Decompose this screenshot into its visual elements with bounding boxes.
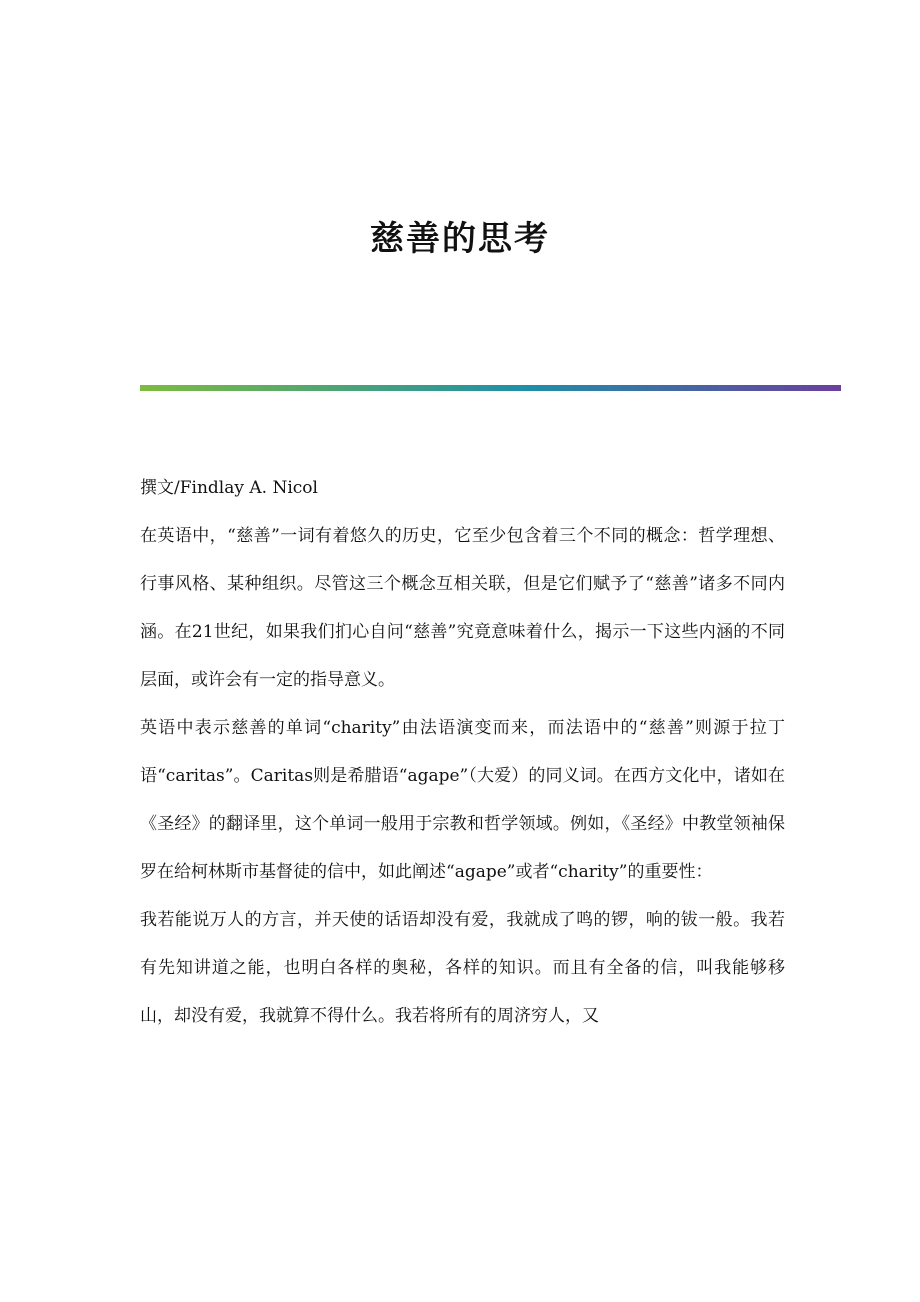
paragraph: 英语中表示慈善的单词“charity”由法语演变而来，而法语中的“慈善”则源于拉丁语“caritas”。Caritas则是希腊语“agape”（大爱）的同义词。在西方文化中，诸如在《圣经》的翻译里，这个单词一般用于宗教和哲学领域。例如，《圣经》中教堂领袖保罗在给柯林斯市基督徒的信中，如此阐述“agape”或者“charity”的重要性：: [140, 718, 785, 882]
paragraph: 在英语中，“慈善”一词有着悠久的历史，它至少包含着三个不同的概念：哲学理想、行事风格、某种组织。尽管这三个概念互相关联，但是它们赋予了“慈善”诸多不同内涵。在21世纪，如果我们扪心自问“慈善”究竟意味着什么，揭示一下这些内涵的不同层面，或许会有一定的指导意义。: [140, 526, 785, 690]
article-body: [140, 464, 785, 1040]
paragraph: 我若能说万人的方言，并天使的话语却没有爱，我就成了鸣的锣，响的钹一般。我若有先知讲道之能，也明白各样的奥秘，各样的知识。而且有全备的信，叫我能够移山，却没有爱，我就算不得什么。我若将所有的周济穷人，又: [140, 910, 785, 1026]
gradient-divider: [140, 385, 841, 391]
author-line: 撰文/Findlay A. Nicol: [140, 478, 318, 498]
page-title: 慈善的思考: [370, 219, 550, 259]
